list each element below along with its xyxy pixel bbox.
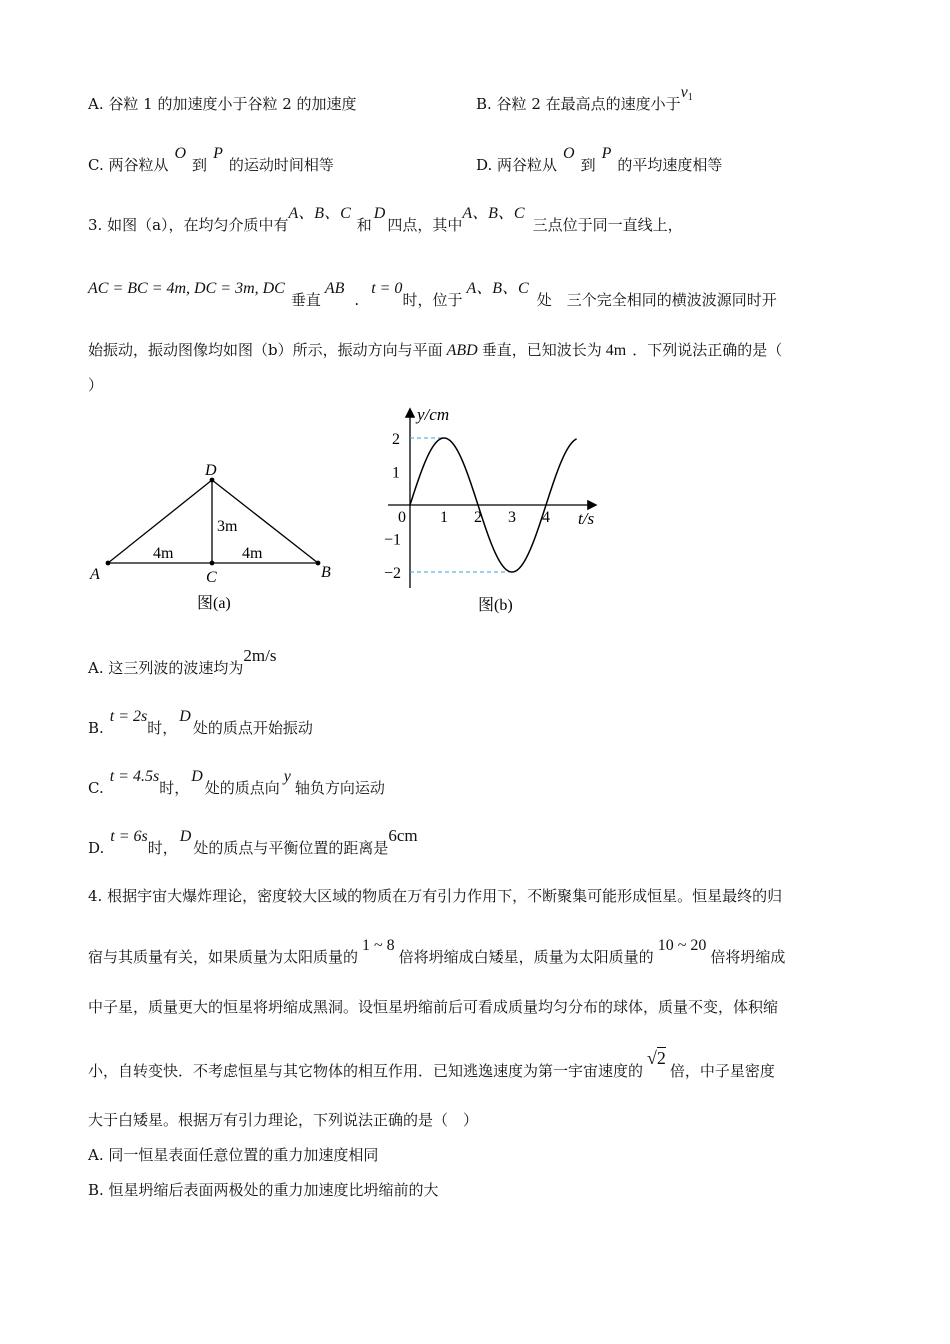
q3-opt-b-pre: B. — [88, 719, 104, 737]
q3-l1-d: D — [373, 205, 386, 222]
x-tick-label: 4 — [542, 509, 550, 526]
q3-l3-pre: 始振动，振动图像均如图（b）所示，振动方向与平面 — [88, 341, 443, 359]
q4-option-b: B. 恒星坍缩后表面两极处的重力加速度比坍缩前的大 — [88, 1181, 439, 1199]
q4-line-1: 4. 根据宇宙大爆炸理论，密度较大区域的物质在万有引力作用下，不断聚集可能形成恒星。恒星最终的归 — [88, 887, 783, 905]
q3-l2-dot: . — [354, 291, 360, 309]
q3-l1-pre: 3. 如图（a），在均匀介质中有 — [88, 216, 289, 234]
q4-l4-post: 倍，中子星密度 — [669, 1062, 775, 1080]
q3-line-2 — [88, 280, 777, 311]
q2-c-pre: C. 两谷粒从 — [88, 156, 169, 174]
q3-l2-abc: A、B、C — [466, 280, 529, 297]
q2-option-d — [476, 145, 723, 176]
q2-c-mid: 到 — [192, 156, 208, 174]
q2-d-p: P — [601, 145, 612, 162]
label-cb-length: 4m — [242, 545, 263, 562]
q3-l1-post: 三点位于同一直线上， — [532, 216, 683, 234]
q3-opt-d-post1: 时， — [147, 839, 178, 857]
q3-opt-c-post1: 时， — [159, 779, 190, 797]
q3-l2-t: t = 0 — [371, 280, 403, 297]
q3-opt-d-pre: D. — [88, 839, 105, 857]
q3-opt-c-y: y — [283, 768, 291, 785]
q3-l1-mid: 四点，其中 — [387, 216, 463, 234]
q3-opt-c-pre: C. — [88, 779, 104, 797]
q3-l2-post: 处 三个完全相同的横波波源同时开 — [536, 291, 777, 309]
label-ac-length: 4m — [153, 545, 174, 562]
q2-c-o: O — [174, 145, 187, 162]
q2-option-b — [476, 84, 693, 117]
label-c: C — [206, 569, 217, 586]
q3-line-1 — [88, 205, 683, 236]
q3-opt-b-post1: 时， — [147, 719, 178, 737]
q3-opt-c-post3: 轴负方向运动 — [294, 779, 385, 797]
q4-line-2 — [88, 937, 786, 968]
x-tick-label: 2 — [474, 509, 482, 526]
q4-l2-mid: 倍将坍缩成白矮星，质量为太阳质量的 — [398, 948, 654, 966]
q2-option-b-text: B. 谷粒 2 在最高点的速度小于 — [476, 95, 681, 113]
x-tick-label: 1 — [440, 509, 448, 526]
q4-l2-pre: 宿与其质量有关，如果质量为太阳质量的 — [88, 948, 359, 966]
q3-opt-c-d: D — [191, 768, 203, 785]
q3-opt-b-t: t = 2s — [109, 708, 148, 725]
q3-option-d — [88, 826, 418, 859]
q4-l2-r1: 1 ~ 8 — [362, 937, 395, 954]
q2-c-p: P — [213, 145, 223, 162]
q4-line-5: 大于白矮星。根据万有引力理论，下列说法正确的是（ ） — [88, 1111, 479, 1129]
q3-l2-when: 时，位于 — [402, 291, 463, 309]
q3-l3-mid: 垂直，已知波长为 — [481, 341, 602, 359]
q3-l1-abc2: A、B、C — [462, 205, 525, 222]
q4-l4-sqrt-val: 2 — [656, 1048, 666, 1068]
q3-l2-perp: 垂直 — [290, 291, 321, 309]
x-axis-label: t/s — [578, 509, 595, 528]
y-tick-label: 1 — [392, 464, 400, 482]
q3-l1-abc: A、B、C — [288, 205, 351, 222]
label-b: B — [321, 564, 331, 581]
q4-line-4 — [88, 1048, 775, 1081]
y-tick-label: −1 — [384, 531, 402, 549]
q4-l2-r2: 10 ~ 20 — [657, 937, 707, 954]
x-tick-label: 3 — [508, 509, 516, 526]
label-dc-length: 3m — [217, 518, 238, 535]
q3-line-4: ） — [88, 376, 104, 394]
figure-a-triangle — [85, 455, 345, 620]
q3-opt-c-t: t = 4.5s — [109, 768, 160, 785]
point-a — [106, 561, 111, 566]
q2-c-post: 的运动时间相等 — [228, 156, 334, 174]
q3-opt-d-val: 6cm — [388, 826, 418, 845]
q4-l4-sqrt — [647, 1048, 666, 1068]
figure-b-caption: 图(b) — [478, 597, 513, 614]
q2-option-c — [88, 145, 334, 176]
q3-l1-and: 和 — [356, 216, 372, 234]
q3-opt-b-post2: 处的质点开始振动 — [192, 719, 313, 737]
q2-d-post: 的平均速度相等 — [617, 156, 723, 174]
q2-d-pre: D. 两谷粒从 — [476, 156, 558, 174]
sqrt-sign: √ — [647, 1048, 657, 1068]
q4-l4-pre: 小，自转变快．不考虑恒星与其它物体的相互作用．已知逃逸速度为第一宇宙速度的 — [88, 1062, 644, 1080]
x-tick-label: 0 — [398, 509, 406, 526]
label-d: D — [205, 462, 217, 479]
q3-l2-ab: AB — [324, 280, 345, 297]
point-b — [316, 561, 321, 566]
q2-option-a: A. 谷粒 1 的加速度小于谷粒 2 的加速度 — [88, 95, 357, 113]
q2-option-b-var: v — [680, 84, 688, 101]
q2-option-b-sub: 1 — [687, 92, 693, 103]
q3-l2-math: AC = BC = 4m, DC = 3m, DC — [88, 280, 285, 297]
q3-opt-a-pre: A. 这三列波的波速均为 — [88, 659, 244, 677]
q3-opt-d-t: t = 6s — [110, 828, 148, 845]
q4-line-3: 中子星，质量更大的恒星将坍缩成黑洞。设恒星坍缩前后可看成质量均匀分布的球体，质量不变，体积缩 — [88, 998, 779, 1016]
q3-opt-c-post2: 处的质点向 — [204, 779, 280, 797]
q3-opt-d-post2: 处的质点与平衡位置的距离是 — [193, 839, 389, 857]
y-tick-label: −2 — [384, 565, 402, 582]
point-c — [210, 561, 215, 566]
q2-d-o: O — [563, 145, 575, 162]
q3-opt-d-d: D — [179, 828, 192, 845]
q3-option-b — [88, 708, 313, 739]
q3-option-a — [88, 646, 277, 678]
q4-l2-post: 倍将坍缩成 — [710, 948, 786, 966]
q3-l3-lambda: 4m — [605, 342, 627, 359]
q3-line-3 — [88, 340, 782, 361]
label-a: A — [90, 566, 100, 583]
q3-opt-a-val: 2m/s — [243, 646, 277, 665]
figure-a-caption: 图(a) — [197, 595, 231, 612]
y-axis-label: y/cm — [417, 405, 450, 424]
q3-option-c — [88, 768, 385, 799]
y-tick-label: 2 — [392, 431, 400, 448]
q4-option-a: A. 同一恒星表面任意位置的重力加速度相同 — [88, 1146, 379, 1164]
q3-opt-b-d: D — [179, 708, 191, 725]
q2-d-mid: 到 — [580, 156, 596, 174]
q3-l3-abd: ABD — [446, 342, 478, 359]
figure-b-chart — [370, 400, 610, 620]
q3-l3-post: ．下列说法正确的是（ — [632, 341, 783, 359]
